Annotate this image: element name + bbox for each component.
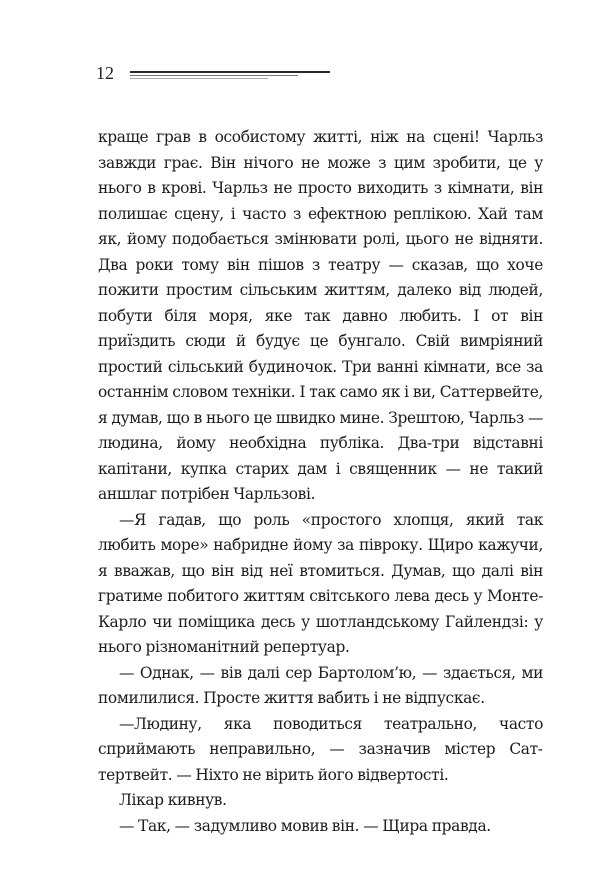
header-rule-line (130, 71, 330, 73)
header-rule-line (130, 78, 268, 79)
paragraph: — Так, — задумливо мовив він. — Щира правда. (119, 816, 491, 835)
body-text (98, 125, 543, 839)
paragraph: краще грав в особистому житті, ніж на сцені! Чарльз завжди грає. Він нічого не може з цим зробити, це у нього в крові. Чарльз не просто виходить з кімнати, він полишає сцену, і часто з ефектною реплікою. Хай там як, йому подобається змінювати ролі, цього не відняти. Два роки тому він пішов з театру — сказав, що хоче пожити простим сільським життям, далеко від людей, побути біля моря, яке так давно любить. І от він приїздить сюди й будує це бунгало. Свій вимріяний простий сільський будиночок. Три ванні кімнати, все за останнім словом техніки. І так само як і ви, Саттервейте, я думав, що в нього це швидко мине. Зрештою, Чарльз — людина, йому необхідна публіка. Два-три відставні капітани, купка старих дам і священник — не такий аншлаг потрібен Чарльзові. (98, 128, 543, 503)
page-number: 12 (96, 63, 114, 83)
paragraph: Лікар кивнув. (119, 791, 227, 809)
paragraph: — Однак, — вів далі сер Бартолом’ю, — здається, ми помилилися. Просте життя вабить і не відпускає. (98, 663, 543, 707)
paragraph: —Я гадав, що роль «простого хлопця, який так любить море» набридне йому за півроку. Щиро кажучи, я вважав, що він від неї втомиться. Думав, що далі він гратиме побитого життям світського лева десь у Монте-Карло чи поміщика десь у шотландському Гайлендзі: у нього різноманітний репертуар. (98, 510, 543, 656)
page-header (96, 62, 336, 84)
paragraph: —Людину, яка поводиться театрально, часто сприймають неправильно, — зазначив містер Саттертвейт. — Ніхто не вірить його відвертості. (98, 714, 543, 784)
header-rule (130, 71, 330, 79)
header-rule-line (130, 75, 298, 76)
